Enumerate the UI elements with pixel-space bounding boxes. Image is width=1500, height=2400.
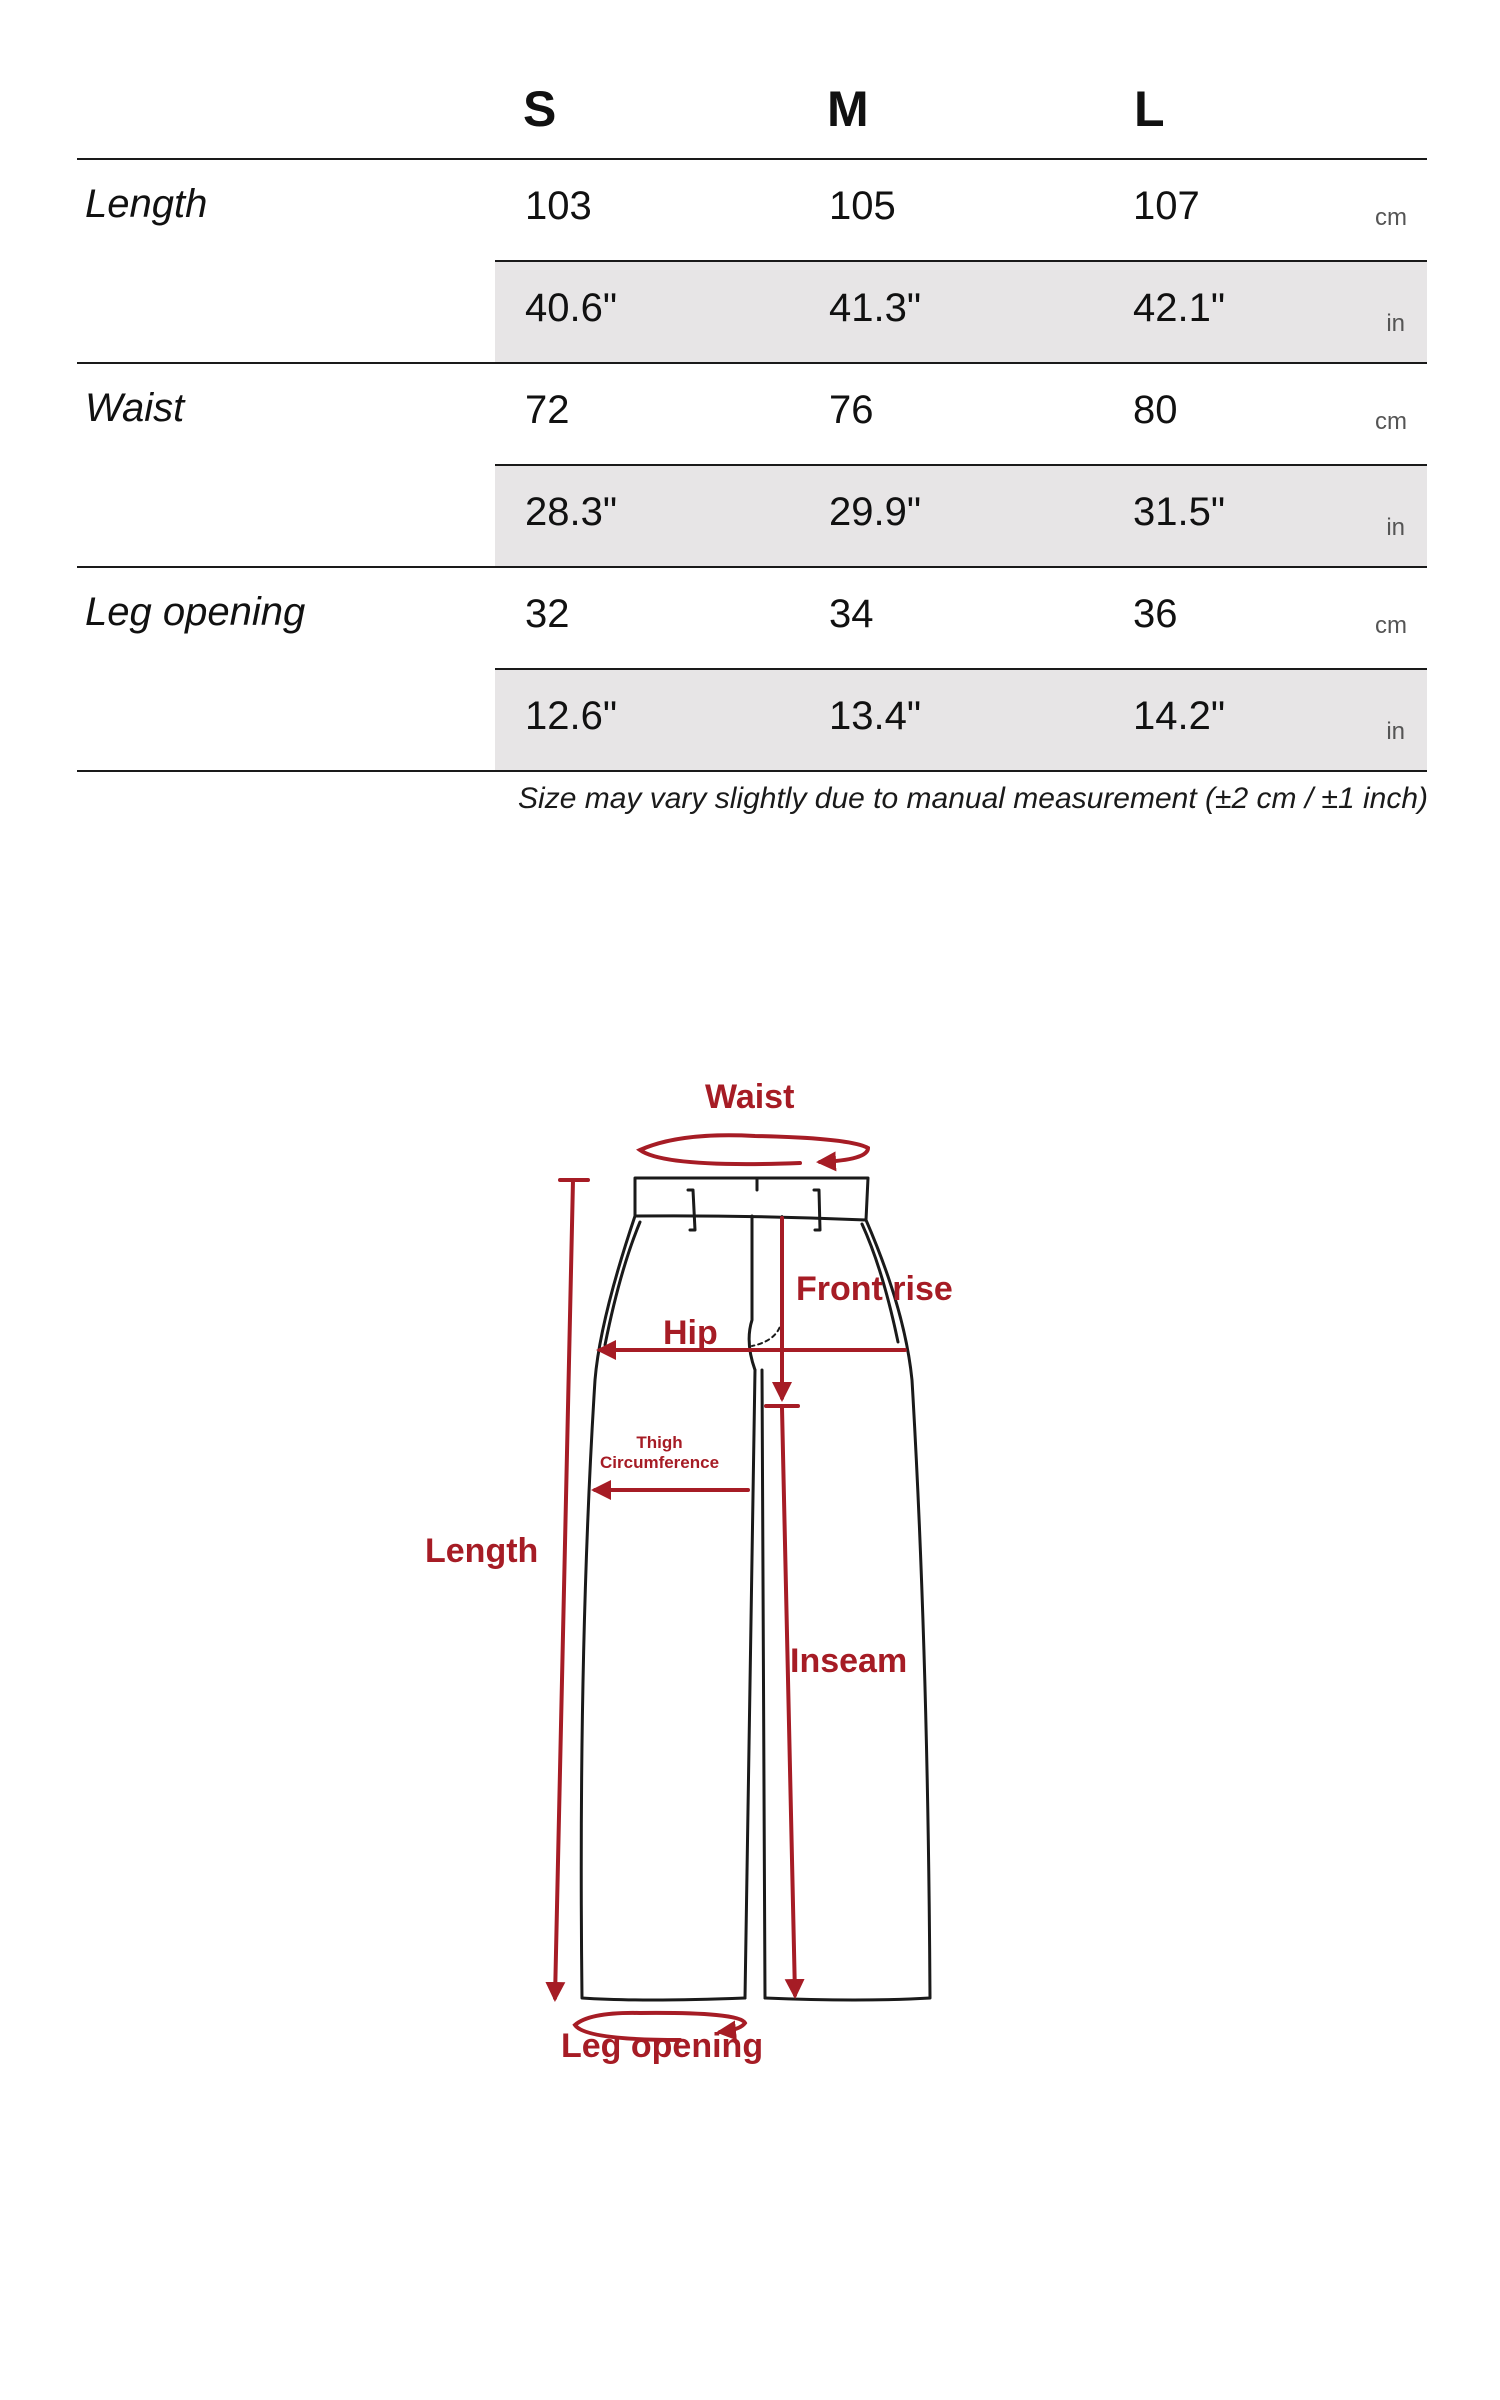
- value-cell: 42.1": [1133, 286, 1226, 330]
- value-cell: 31.5": [1133, 490, 1226, 534]
- thigh-label: [600, 1433, 719, 1473]
- value-cell: 76: [829, 388, 874, 432]
- row-in: [495, 668, 1427, 770]
- waistband: [635, 1178, 868, 1220]
- value-cell: 13.4": [829, 694, 922, 738]
- belt-loop-right: [814, 1190, 820, 1230]
- waist-label: Waist: [705, 1078, 795, 1116]
- leg-opening-label: Leg opening: [561, 2027, 764, 2065]
- metric-group-waist: [77, 364, 1427, 568]
- crotch-inseam-right: [762, 1370, 765, 1998]
- metric-name: Waist: [85, 386, 185, 430]
- unit-label: cm: [1375, 408, 1407, 435]
- value-cell: 41.3": [829, 286, 922, 330]
- metric-name: Length: [85, 182, 208, 226]
- value-cell: 29.9": [829, 490, 922, 534]
- pocket-left: [605, 1222, 640, 1345]
- value-cell: 40.6": [525, 286, 618, 330]
- size-header-row: [77, 70, 1427, 160]
- row-in: [495, 260, 1427, 362]
- measurement-note: Size may vary slightly due to manual measurement (±2 cm / ±1 inch): [518, 782, 1428, 815]
- inseam-label: Inseam: [790, 1642, 908, 1680]
- pants-right-outer: [765, 1220, 930, 2000]
- unit-label: cm: [1375, 612, 1407, 639]
- front-rise-label: Front rise: [796, 1270, 953, 1308]
- size-table: [77, 70, 1427, 772]
- row-cm: [77, 364, 1427, 464]
- measurement-diagram: [0, 1050, 1500, 2150]
- hip-label: Hip: [663, 1314, 718, 1352]
- value-cell: 36: [1133, 592, 1178, 636]
- length-label: Length: [425, 1532, 539, 1570]
- value-cell: 105: [829, 184, 896, 228]
- row-in: [495, 464, 1427, 566]
- metric-group-leg-opening: [77, 568, 1427, 772]
- value-cell: 14.2": [1133, 694, 1226, 738]
- thigh-label-line1: Thigh: [636, 1433, 683, 1452]
- value-cell: 28.3": [525, 490, 618, 534]
- value-cell: 103: [525, 184, 592, 228]
- size-s-header: S: [523, 81, 557, 137]
- unit-label: in: [1386, 718, 1405, 745]
- value-cell: 32: [525, 592, 570, 636]
- waist-arrow: [640, 1135, 868, 1164]
- value-cell: 12.6": [525, 694, 618, 738]
- value-cell: 72: [525, 388, 570, 432]
- inseam-arrow: [782, 1408, 795, 1995]
- pants-diagram-svg: [0, 1050, 1500, 2150]
- metric-name: Leg opening: [85, 590, 306, 634]
- unit-label: cm: [1375, 204, 1407, 231]
- thigh-label-line2: Circumference: [600, 1453, 720, 1472]
- unit-label: in: [1386, 514, 1405, 541]
- size-m-header: M: [827, 81, 869, 137]
- fly-stitch: [752, 1216, 782, 1346]
- value-cell: 34: [829, 592, 874, 636]
- length-arrow: [555, 1180, 573, 1998]
- belt-loop-left: [688, 1190, 695, 1230]
- unit-label: in: [1386, 310, 1405, 337]
- row-cm: [77, 160, 1427, 260]
- value-cell: 80: [1133, 388, 1178, 432]
- crotch-inseam-left: [745, 1370, 755, 1998]
- metric-group-length: [77, 160, 1427, 364]
- size-l-header: L: [1134, 81, 1165, 137]
- value-cell: 107: [1133, 184, 1200, 228]
- row-cm: [77, 568, 1427, 668]
